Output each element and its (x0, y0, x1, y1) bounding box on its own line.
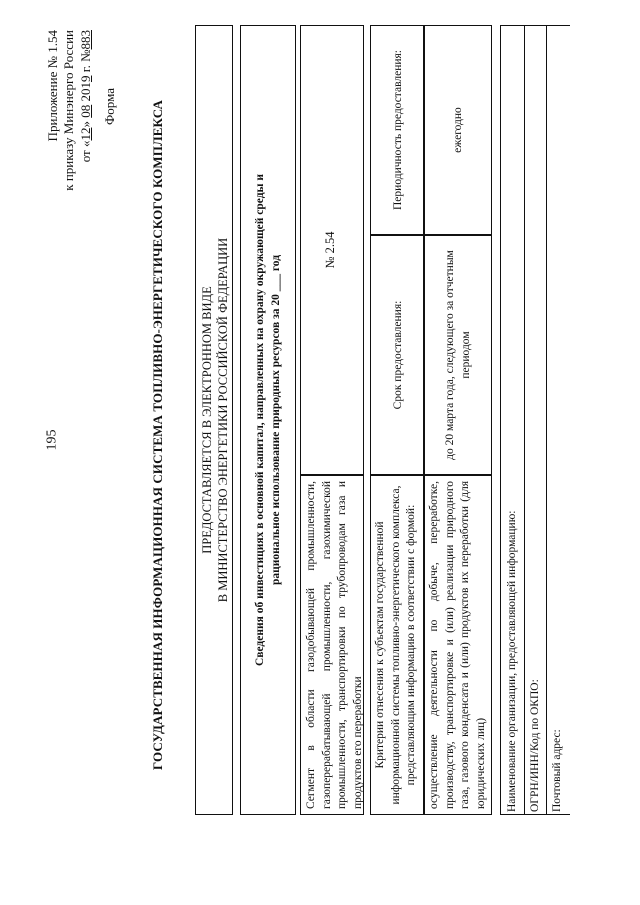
criteria-header: Критерии отнесения к субъектам государственной информационной системы топливно-энергетического комплекса, представляющим информацию в соответствии с формой: (370, 475, 424, 815)
criteria-text: осуществление деятельности по добыче, переработке, производству, транспортировке и (или) реализации природного газа, газового конденсата и (или) продуктов их переработки (для юридических лиц) (424, 475, 492, 815)
period-header: Периодичность предоставления: (370, 25, 424, 235)
period-text: ежегодно (424, 25, 492, 235)
org-name-field: Наименование организации, предоставляющей информацию: (501, 26, 525, 814)
report-title-box (240, 25, 296, 815)
page-number: 195 (44, 429, 60, 451)
segment-description: Сегмент в области газодобывающей промышленности, газоперерабатывающей промышленности, газохимической промышленности, транспортировки по трубопроводам газа и продуктов его переработки (300, 475, 364, 815)
report-title-line-1: Сведения об инвестициях в основной капитал, направленных на охрану окружающей среды и (254, 173, 266, 667)
appendix-month: 08 (77, 104, 93, 118)
submission-line-1: ПРЕДОСТАВЛЯЕТСЯ В ЭЛЕКТРОННОМ ВИДЕ (200, 286, 214, 554)
identification-block (500, 25, 570, 815)
address-field: Почтовый адрес: (551, 729, 563, 812)
appendix-order: к приказу Минэнерго России (61, 30, 77, 191)
report-title-line-2: рациональное использование природных ресурсов за 20 ___ год (269, 254, 282, 586)
submission-line-2: В МИНИСТЕРСТВО ЭНЕРГЕТИКИ РОССИЙСКОЙ ФЕДЕРАЦИИ (216, 237, 231, 603)
deadline-header: Срок предоставления: (370, 235, 424, 475)
deadline-text: до 20 марта года, следующего за отчетным периодом (424, 235, 492, 475)
segment-number: № 2.54 (300, 25, 364, 475)
appendix-order-number: 883 (77, 30, 93, 50)
appendix-year-digit: 9 (77, 75, 93, 83)
page-title: ГОСУДАРСТВЕННАЯ ИНФОРМАЦИОННАЯ СИСТЕМА ТОПЛИВНО-ЭНЕРГЕТИЧЕСКОГО КОМПЛЕКСА (150, 99, 165, 771)
appendix-day: 12 (77, 127, 93, 141)
appendix-number: Приложение № 1.54 (45, 30, 60, 142)
form-label: Форма (102, 88, 117, 125)
appendix-block (45, 30, 94, 235)
ogrn-field: ОГРН/ИНН/Код по ОКПО: (525, 26, 547, 814)
submission-box (195, 25, 233, 815)
appendix-date: от «12» 08 2019 г. №883 (77, 30, 93, 163)
